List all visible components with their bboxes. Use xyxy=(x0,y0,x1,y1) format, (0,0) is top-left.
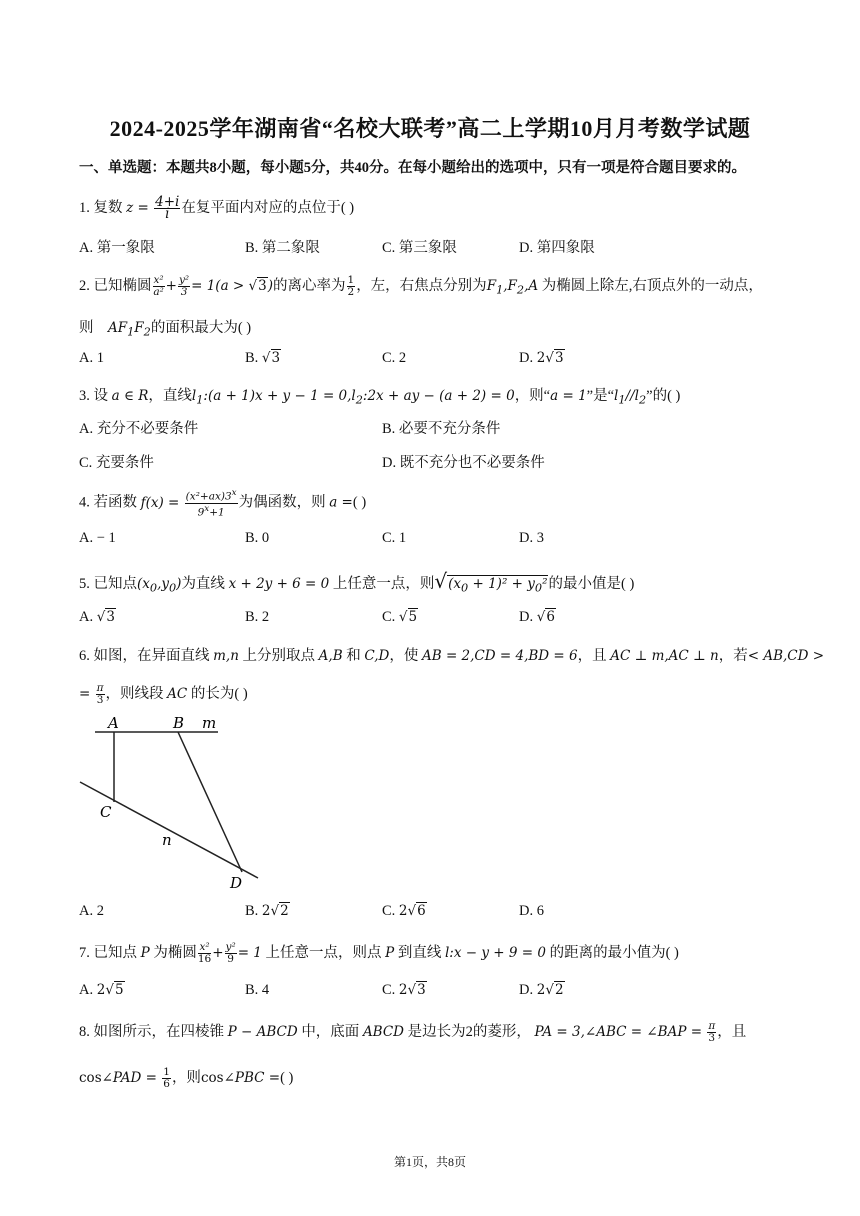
question-number: 5. xyxy=(79,576,90,592)
question-text: ，则 xyxy=(171,1070,201,1086)
question-8-line-2 xyxy=(79,1066,293,1090)
question-2-line-2 xyxy=(79,316,251,339)
math-expression: $(x_0,y_0)$ xyxy=(137,576,182,595)
math-expression: a ∈ R xyxy=(111,388,149,404)
option-b: B. 0 xyxy=(245,530,270,546)
math-expression: $l_1:(a + 1)x + y - 1$ = $0,l_2:2x$ + ay − (a + 2) = 0 xyxy=(191,388,515,407)
option-c: C. 1 xyxy=(382,530,407,546)
question-text: 的面积最大为( ) xyxy=(150,320,252,336)
question-number: 8. xyxy=(79,1024,90,1040)
question-text: 上任意一点，则 xyxy=(332,576,435,592)
question-text: 为偶函数，则 xyxy=(238,494,326,511)
math-expression: $l_1//l_2$ xyxy=(614,388,647,407)
math-expression: A,B xyxy=(318,648,343,664)
question-text: 如图所示，在四棱锥 xyxy=(93,1024,224,1040)
skew-lines-figure xyxy=(70,706,270,896)
option-b: B. 4 xyxy=(245,982,270,998)
option-b: B. 2 xyxy=(245,609,270,625)
question-text: 的最小值是( ) xyxy=(548,576,635,592)
question-text: ，且 xyxy=(577,648,607,664)
section-heading: 一、单选题：本题共8小题，每小题5分，共40分。在每小题给出的选项中，只有一项是符合题目要求的。 xyxy=(79,160,746,176)
question-1 xyxy=(79,196,354,220)
option-c: C. 充要条件 xyxy=(79,455,154,471)
option-d: D. 2√2 xyxy=(519,982,564,998)
question-text: 则 xyxy=(79,320,94,336)
question-text: 上分别取点 xyxy=(242,648,316,664)
math-expression: $√(x_0 + 1)^2 + y_0^2$ xyxy=(434,569,548,595)
option-c: C. 第三象限 xyxy=(382,240,457,256)
question-text: 如图，在异面直线 xyxy=(93,648,210,664)
question-text: ( ) xyxy=(280,1070,294,1086)
option-c: C. √5 xyxy=(382,609,418,625)
math-expression: < AB,CD > xyxy=(747,648,825,664)
question-2 xyxy=(79,274,763,298)
option-d: D. 6 xyxy=(519,903,544,919)
option-a: A. 第一象限 xyxy=(79,240,155,256)
option-c: C. 2√6 xyxy=(382,903,426,919)
option-b: B. 第二象限 xyxy=(245,240,320,256)
option-d: D. 2√3 xyxy=(519,350,564,366)
option-b: B. 必要不充分条件 xyxy=(382,421,501,437)
math-expression: cos∠PBC = xyxy=(200,1070,281,1086)
question-text: 的距离的最小值为( ) xyxy=(549,945,679,961)
question-text: ，则“ xyxy=(514,388,551,404)
option-a: A. 充分不必要条件 xyxy=(79,421,199,437)
option-d: D. 第四象限 xyxy=(519,240,595,256)
question-8 xyxy=(79,1020,746,1044)
question-text: 中，底面 xyxy=(301,1024,360,1040)
math-expression: a = xyxy=(329,494,353,511)
math-expression: $\frac{\text{x²}}{16}$ + $\frac{\text{y²}}{9}$ = 1 xyxy=(197,941,262,965)
question-3 xyxy=(79,384,680,407)
math-expression: AB = 2,CD = 4,BD = 6 xyxy=(421,648,578,664)
page-title: 2024-2025学年湖南省“名校大联考”高二上学期10月月考数学试题 xyxy=(109,116,751,141)
question-text: 上任意一点，则点 xyxy=(265,945,382,961)
math-expression: P xyxy=(140,945,150,961)
question-text: 若函数 xyxy=(93,494,137,511)
math-expression: cos∠PAD = $\frac{1}{6}$ xyxy=(79,1066,170,1090)
math-expression: m,n xyxy=(213,648,239,664)
math-expression: C,D xyxy=(364,648,390,664)
math-expression: x + 2y + 6 = 0 xyxy=(228,576,330,592)
question-text: ，且 xyxy=(717,1024,747,1040)
question-number: 3. xyxy=(79,388,90,404)
math-expression: = $\frac{\pi}{3}$ xyxy=(79,682,104,706)
option-c: C. 2 xyxy=(382,350,407,366)
option-d: D. √6 xyxy=(519,609,555,625)
question-4 xyxy=(79,488,366,518)
math-expression: PA = 3,∠ABC = ∠BAP = $\frac{\pi}{3}$ xyxy=(534,1020,716,1044)
math-expression: z = $\frac{4+i}{i}$ xyxy=(126,194,180,222)
question-text: 和 xyxy=(346,648,361,664)
question-text: 已知点 xyxy=(93,576,137,592)
option-a: A. 2 xyxy=(79,903,104,919)
question-5 xyxy=(79,569,634,595)
question-text: 是边长为2的菱形， xyxy=(407,1024,531,1040)
math-expression: $\frac{1}{2}$ xyxy=(347,274,355,298)
math-expression: $AF_1F_2$ xyxy=(108,320,151,339)
question-text: 的长为( ) xyxy=(190,686,248,702)
label-a: A xyxy=(108,714,119,732)
question-text: 设 xyxy=(93,388,108,404)
question-6-line-2 xyxy=(79,682,248,706)
question-text: ，左，右焦点分别为 xyxy=(356,278,487,294)
question-7 xyxy=(79,941,679,965)
math-expression: AC xyxy=(167,686,188,702)
question-text: 到直线 xyxy=(397,945,442,961)
question-text: 的离心率为 xyxy=(273,278,346,294)
label-m: m xyxy=(202,714,217,732)
option-b: B. √3 xyxy=(245,350,281,366)
option-b: B. 2√2 xyxy=(245,903,289,919)
question-text: 在复平面内对应的点位于( ) xyxy=(181,200,355,216)
question-text: ”是“ xyxy=(586,388,615,404)
question-text: 已知椭圆 xyxy=(93,278,152,294)
page-footer: 第1页，共8页 xyxy=(393,1155,466,1169)
option-d: D. 3 xyxy=(519,530,544,546)
question-text: ，若 xyxy=(718,648,748,664)
option-a: A. − 1 xyxy=(79,530,116,546)
option-d: D. 既不充分也不必要条件 xyxy=(382,455,545,471)
question-text: ( ) xyxy=(352,494,367,511)
line-n xyxy=(80,782,258,878)
question-text: 为椭圆 xyxy=(153,945,197,961)
question-text: 为直线 xyxy=(181,576,225,592)
question-number: 2. xyxy=(79,278,90,294)
math-expression: ABCD xyxy=(362,1024,405,1040)
option-c: C. 2√3 xyxy=(382,982,426,998)
question-6 xyxy=(79,644,824,665)
question-text: ，直线 xyxy=(148,388,192,404)
math-expression: AC ⊥ m,AC ⊥ n xyxy=(610,648,719,664)
math-expression: P xyxy=(385,945,395,961)
segment-bd xyxy=(178,732,242,872)
math-expression: P − ABCD xyxy=(227,1024,298,1040)
question-text: ”的( ) xyxy=(646,388,681,404)
label-n: n xyxy=(162,831,172,849)
question-text: 已知点 xyxy=(93,945,137,961)
label-c: C xyxy=(100,803,112,821)
question-number: 7. xyxy=(79,945,90,961)
option-a: A. 1 xyxy=(79,350,104,366)
question-number: 1. xyxy=(79,200,90,216)
math-expression: a = 1 xyxy=(550,388,587,404)
question-number: 6. xyxy=(79,648,90,664)
math-expression: $\frac{\text{x²}}{\text{a²}}$ + $\frac{\text{y²}}{3}$ = 1(a > √3) xyxy=(153,274,273,298)
option-a: A. 2√5 xyxy=(79,982,124,998)
question-number: 4. xyxy=(79,494,90,511)
question-text: 为椭圆上除左,右顶点外的一动点， xyxy=(541,278,763,294)
question-text: ，使 xyxy=(389,648,419,664)
question-text: ，则线段 xyxy=(105,686,164,702)
math-expression: $F_1,F_2,A$ xyxy=(486,278,539,297)
question-text: 复数 xyxy=(93,200,123,216)
label-d: D xyxy=(230,874,243,892)
math-expression: f(x) = $\frac{(x^2+ax)3^x}{9^x+1}$ xyxy=(140,488,237,518)
option-a: A. √3 xyxy=(79,609,115,625)
label-b: B xyxy=(173,714,185,732)
math-expression: l:x − y + 9 = 0 xyxy=(444,945,546,961)
